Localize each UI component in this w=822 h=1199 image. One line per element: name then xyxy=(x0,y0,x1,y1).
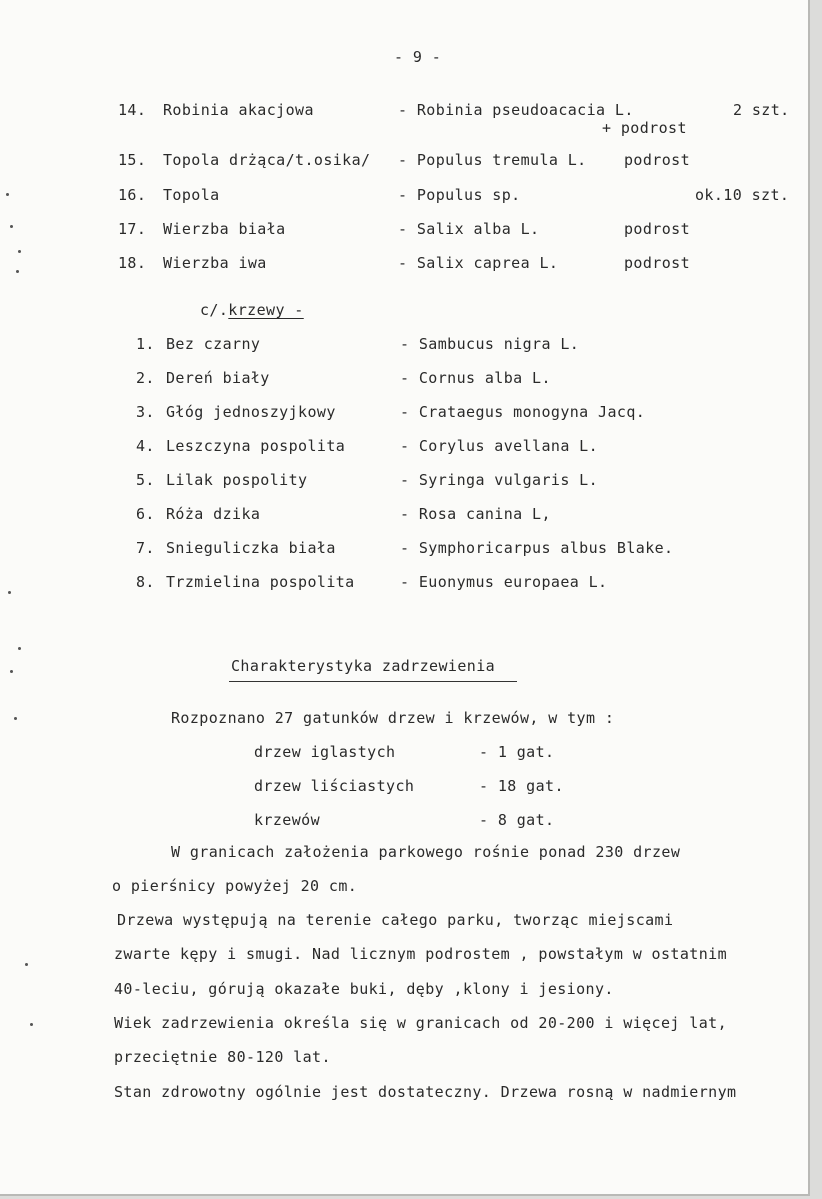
list-item-number: 14. xyxy=(118,101,147,119)
body-line: Stan zdrowotny ogólnie jest dostateczny. Drzewa rosną w nadmiernym xyxy=(114,1083,737,1101)
list-item-number: 15. xyxy=(118,151,147,169)
list-item-latin: - Rosa canina L, xyxy=(400,505,551,523)
list-item-note: 2 szt. xyxy=(733,101,790,119)
list-item-name: Lilak pospolity xyxy=(166,471,308,489)
list-item-latin: - Syringa vulgaris L. xyxy=(400,471,599,489)
list-item-latin: - Populus tremula L. xyxy=(398,151,587,169)
body-line: o pierśnicy powyżej 20 cm. xyxy=(112,877,358,895)
count-value: - 8 gat. xyxy=(479,811,555,829)
body-line: Drzewa występują na terenie całego parku, tworząc miejscami xyxy=(117,911,674,929)
scan-speck xyxy=(25,963,28,966)
scan-speck xyxy=(10,225,13,228)
list-item-number: 5. xyxy=(136,471,155,489)
list-item-number: 17. xyxy=(118,220,147,238)
list-item-name: Snieguliczka biała xyxy=(166,539,336,557)
list-item-name: Róża dzika xyxy=(166,505,261,523)
list-item-latin: - Robinia pseudoacacia L. xyxy=(398,101,634,119)
list-item-number: 16. xyxy=(118,186,147,204)
list-item-number: 2. xyxy=(136,369,155,387)
section-title: Charakterystyka zadrzewienia xyxy=(231,657,496,675)
scan-speck xyxy=(18,647,21,650)
body-line: zwarte kępy i smugi. Nad licznym podrostem , powstałym w ostatnim xyxy=(114,945,727,963)
intro-line: Rozpoznano 27 gatunków drzew i krzewów, w tym : xyxy=(171,709,615,727)
list-item-number: 18. xyxy=(118,254,147,272)
list-item-note: ok.10 szt. xyxy=(695,186,790,204)
shrubs-heading xyxy=(200,300,304,320)
count-label: krzewów xyxy=(254,811,321,829)
list-item-number: 8. xyxy=(136,573,155,591)
list-item-latin: - Sambucus nigra L. xyxy=(400,335,580,353)
scan-speck xyxy=(18,250,21,253)
list-item-name: Wierzba biała xyxy=(163,220,286,238)
list-item-name: Trzmielina pospolita xyxy=(166,573,355,591)
shrubs-heading-prefix: c/. xyxy=(200,301,229,319)
scan-speck xyxy=(8,591,11,594)
list-item-name: Bez czarny xyxy=(166,335,261,353)
list-item-number: 7. xyxy=(136,539,155,557)
list-item-number: 1. xyxy=(136,335,155,353)
scan-speck xyxy=(6,193,9,196)
list-item-latin: - Cornus alba L. xyxy=(400,369,551,387)
list-item-latin: - Crataegus monogyna Jacq. xyxy=(400,403,646,421)
page-number: - 9 - xyxy=(394,48,442,66)
list-item-name: Dereń biały xyxy=(166,369,270,387)
list-item-name: Robinia akacjowa xyxy=(163,101,314,119)
list-item-latin: - Salix caprea L. xyxy=(398,254,559,272)
list-item-name: Leszczyna pospolita xyxy=(166,437,346,455)
list-item-name: Głóg jednoszyjkowy xyxy=(166,403,336,421)
scan-speck xyxy=(16,270,19,273)
scan-speck xyxy=(30,1023,33,1026)
section-title-underline xyxy=(229,681,517,682)
list-item-latin: - Symphoricarpus albus Blake. xyxy=(400,539,674,557)
body-line: W granicach założenia parkowego rośnie ponad 230 drzew xyxy=(171,843,681,861)
list-item-number: 3. xyxy=(136,403,155,421)
body-line: przeciętnie 80-120 lat. xyxy=(114,1048,331,1066)
count-value: - 1 gat. xyxy=(479,743,555,761)
body-line: 40-leciu, górują okazałe buki, dęby ,klony i jesiony. xyxy=(114,980,614,998)
count-label: drzew liściastych xyxy=(254,777,415,795)
scan-speck xyxy=(10,670,13,673)
list-item-number: 6. xyxy=(136,505,155,523)
body-line: Wiek zadrzewienia określa się w granicach od 20-200 i więcej lat, xyxy=(114,1014,727,1032)
count-value: - 18 gat. xyxy=(479,777,564,795)
list-item-name: Wierzba iwa xyxy=(163,254,267,272)
list-item-latin: - Corylus avellana L. xyxy=(400,437,599,455)
scan-speck xyxy=(14,717,17,720)
list-item-latin: - Euonymus europaea L. xyxy=(400,573,608,591)
list-item-note-secondary: + podrost xyxy=(602,119,687,137)
list-item-note: podrost xyxy=(624,220,691,238)
list-item-name: Topola drżąca/t.osika/ xyxy=(163,151,371,169)
list-item-latin: - Populus sp. xyxy=(398,186,521,204)
list-item-note: podrost xyxy=(624,254,691,272)
list-item-name: Topola xyxy=(163,186,220,204)
list-item-note: podrost xyxy=(624,151,691,169)
list-item-latin: - Salix alba L. xyxy=(398,220,540,238)
count-label: drzew iglastych xyxy=(254,743,396,761)
list-item-number: 4. xyxy=(136,437,155,455)
shrubs-heading-label: krzewy - xyxy=(228,301,304,319)
